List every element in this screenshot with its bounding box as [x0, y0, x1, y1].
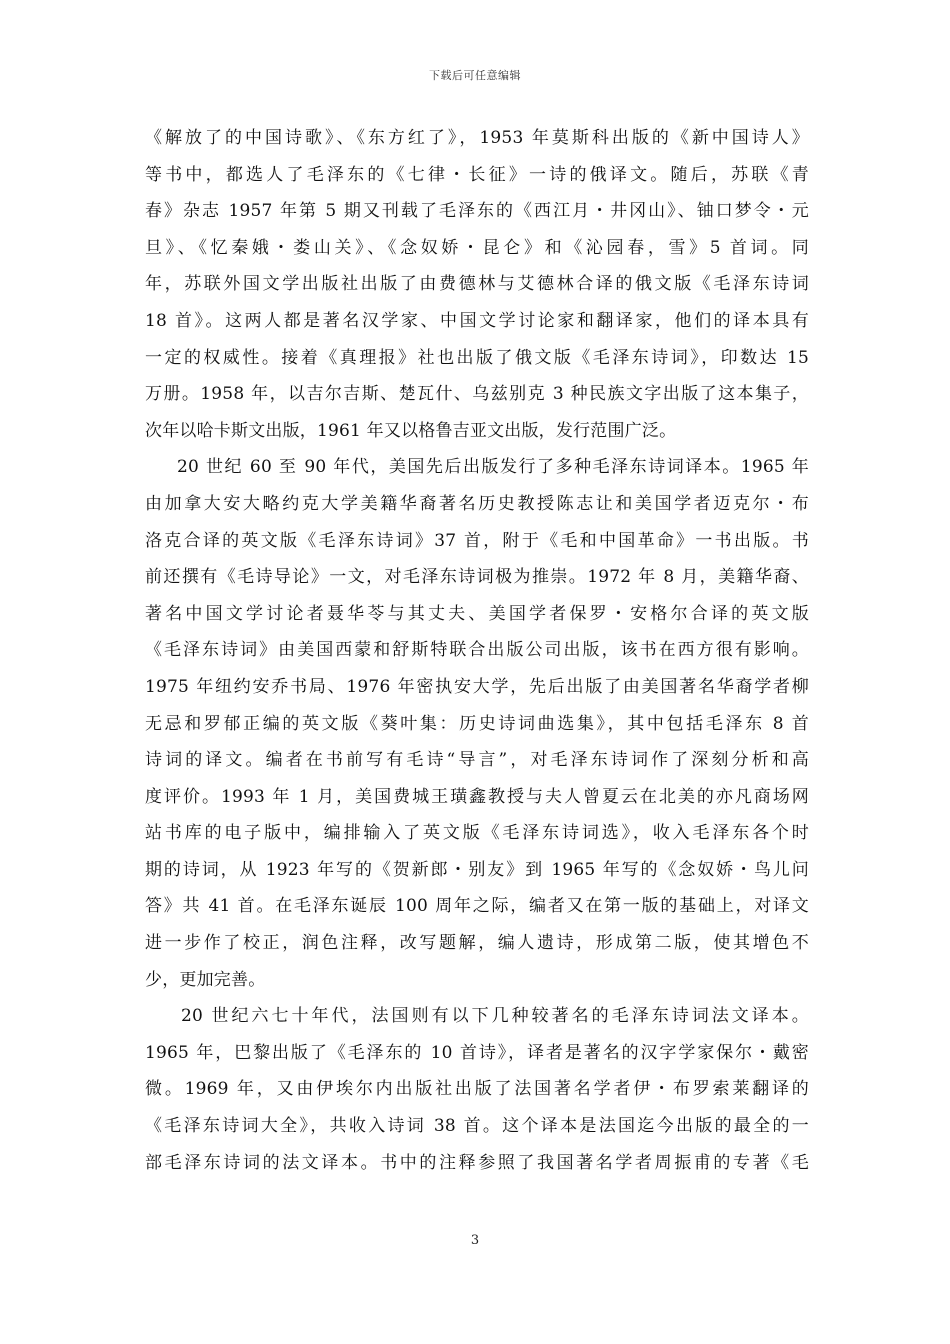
text-line: 由加拿大安大略约克大学美籍华裔著名历史教授陈志让和美国学者迈克尔・布 [145, 493, 809, 514]
paragraph-soviet-translations [145, 120, 809, 449]
paragraph-french-translations [145, 998, 809, 1181]
text-line: 1975 年纽约安乔书局、1976 年密执安大学，先后出版了由美国著名华裔学者柳 [145, 676, 809, 697]
text-line: 万册。1958 年，以吉尔吉斯、楚瓦什、乌兹别克 3 种民族文字出版了这本集子， [145, 384, 809, 405]
text-line: 18 首》。这两人都是著名汉学家、中国文学讨论家和翻译家，他们的译本具有 [145, 310, 809, 331]
text-line: 前还撰有《毛诗导论》一文，对毛泽东诗词极为推崇。1972 年 8 月，美籍华裔、 [145, 567, 809, 588]
text-line: 进一步作了校正，润色注释，改写题解，编人遗诗，形成第二版，使其增色不 [145, 933, 809, 954]
text-line: 20 世纪 60 至 90 年代，美国先后出版发行了多种毛泽东诗词译本。1965 年 [177, 457, 809, 478]
text-line: 次年以哈卡斯文出版，1961 年又以格鲁吉亚文出版，发行范围广泛。 [145, 420, 677, 441]
text-line: 答》共 41 首。在毛泽东诞辰 100 周年之际，编者又在第一版的基础上，对译文 [145, 896, 809, 917]
document-body [145, 120, 809, 1181]
text-line: 等书中，都选人了毛泽东的《七律・长征》一诗的俄译文。随后，苏联《青 [145, 164, 809, 185]
text-line: 少，更加完善。 [145, 969, 266, 990]
text-line: 一定的权威性。接着《真理报》社也出版了俄文版《毛泽东诗词》，印数达 15 [145, 347, 809, 368]
text-line: 春》杂志 1957 年第 5 期又刊载了毛泽东的《西江月・井冈山》、铀口梦令・元 [145, 201, 809, 222]
text-line: 站书库的电子版中，编排输入了英文版《毛泽东诗词选》，收入毛泽东各个时 [145, 823, 809, 844]
text-line: 《解放了的中国诗歌》、《东方红了》，1953 年莫斯科出版的《新中国诗人》 [145, 128, 809, 148]
text-line: 期的诗词，从 1923 年写的《贺新郎・别友》到 1965 年写的《念奴娇・鸟儿问 [145, 859, 809, 880]
text-line: 年，苏联外国文学出版社出版了由费德林与艾德林合译的俄文版《毛泽东诗词 [145, 274, 809, 295]
paragraph-us-translations [145, 449, 809, 998]
text-line: 部毛泽东诗词的法文译本。书中的注释参照了我国著名学者周振甫的专著《毛 [145, 1152, 809, 1173]
text-line: 著名中国文学讨论者聂华苓与其丈夫、美国学者保罗・安格尔合译的英文版 [145, 603, 809, 624]
text-line: 《毛泽东诗词大全》，共收入诗词 38 首。这个译本是法国迄今出版的最全的一 [145, 1116, 809, 1137]
text-line: 旦》、《忆秦娥・娄山关》、《念奴娇・昆仑》和《沁园春，雪》5 首词。同 [145, 237, 809, 258]
text-line: 微。1969 年，又由伊埃尔内出版社出版了法国著名学者伊・布罗索莱翻译的 [145, 1079, 809, 1100]
text-line: 度评价。1993 年 1 月，美国费城王璜鑫教授与夫人曾夏云在北美的亦凡商场网 [145, 786, 809, 807]
page-header: 下载后可任意编辑 [429, 69, 521, 82]
text-line: 无忌和罗郁正编的英文版《葵叶集：历史诗词曲选集》，其中包括毛泽东 8 首 [145, 713, 809, 734]
page-number: 3 [470, 1233, 480, 1248]
text-line: 1965 年，巴黎出版了《毛泽东的 10 首诗》，译者是著名的汉字学家保尔・戴密 [145, 1042, 809, 1063]
text-line: 20 世纪六七十年代，法国则有以下几种较著名的毛泽东诗词法文译本。 [181, 1006, 809, 1027]
text-line: 《毛泽东诗词》由美国西蒙和舒斯特联合出版公司出版，该书在西方很有影响。 [145, 640, 809, 661]
text-line: 洛克合译的英文版《毛泽东诗词》37 首，附于《毛和中国革命》一书出版。书 [145, 530, 809, 551]
text-line: 诗词的译文。编者在书前写有毛诗“导言”，对毛泽东诗词作了深刻分析和高 [145, 750, 809, 771]
